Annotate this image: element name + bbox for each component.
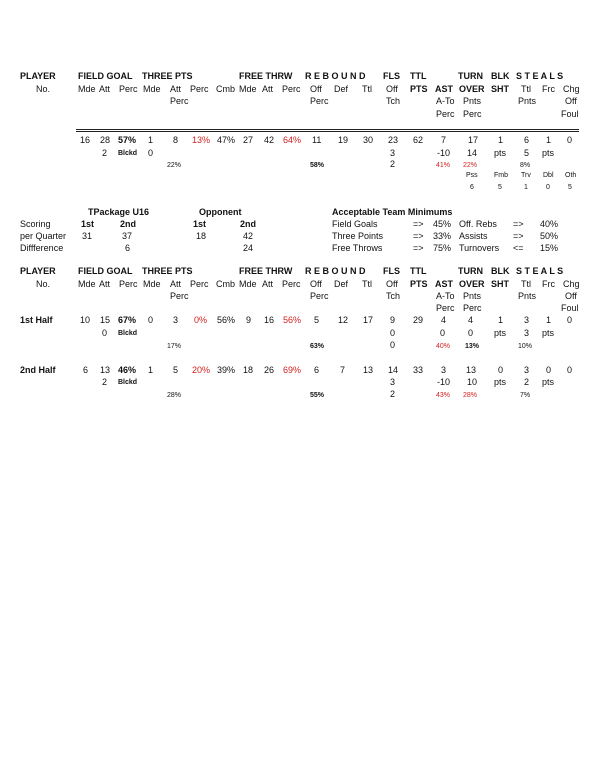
half-reb-off: 5 — [314, 315, 320, 325]
hdr-steals: S T E A L S — [516, 71, 564, 81]
hdr-fg-perc: Perc — [119, 279, 138, 289]
minimum-value2: 15% — [540, 243, 559, 253]
totals-tp-mde: 1 — [148, 135, 154, 145]
hdr-chg: Chg — [563, 279, 580, 289]
half-reb-off: 6 — [314, 365, 320, 375]
half-ft-att: 16 — [264, 315, 275, 325]
half-reb-ttl: 17 — [363, 315, 374, 325]
minimum-value: 33% — [433, 231, 452, 241]
totals-ato: -10 — [437, 148, 451, 158]
half-ft-perc: 56% — [283, 315, 302, 325]
hdr-chg: Chg — [563, 84, 580, 94]
half-ft-perc: 69% — [283, 365, 302, 375]
half-stl-pts: pts — [542, 328, 555, 338]
hdr-pts: PTS — [410, 279, 428, 289]
scoring-team-name: TPackage U16 — [88, 207, 150, 217]
half-tp-perc: 20% — [192, 365, 211, 375]
totals-stl-pnts: 5 — [524, 148, 530, 158]
totals-chg: 0 — [567, 135, 573, 145]
hdr-ast-perc: Perc — [436, 109, 455, 119]
half-chg: 0 — [567, 315, 573, 325]
hdr-over-pnts: Pnts — [463, 96, 482, 106]
totals-blkd: Blckd — [118, 150, 138, 157]
totals-fls3: 2 — [390, 159, 396, 169]
hdr-foul: Foul — [561, 109, 579, 119]
totals-fg-att: 28 — [100, 135, 111, 145]
half-ft-mde: 18 — [243, 365, 254, 375]
scoring-opp-q1: 18 — [196, 231, 207, 241]
hdr-fls-off: Off — [386, 84, 398, 94]
hdr-ft-mde: Mde — [239, 279, 257, 289]
totals-ft-perc: 64% — [283, 135, 302, 145]
half-label: 2nd Half — [20, 365, 56, 375]
totals-tp-att: 8 — [173, 135, 179, 145]
totals-stl-pts: pts — [542, 148, 555, 158]
steal-val-trv: 1 — [524, 184, 528, 191]
hdr-ast-perc: Perc — [436, 303, 455, 313]
half-blkd: Blckd — [118, 379, 138, 386]
hdr-ft-mde: Mde — [239, 84, 257, 94]
totals-att-perc: 22% — [167, 162, 182, 169]
half-ft-att: 26 — [264, 365, 275, 375]
hdr-tp-mde: Mde — [143, 279, 161, 289]
hdr-over-perc: Perc — [463, 109, 482, 119]
hdr-stl-ttl: Ttl — [521, 84, 531, 94]
hdr-off2: Off — [565, 291, 577, 301]
hdr-pts: PTS — [410, 84, 428, 94]
half-fls2: 0 — [390, 328, 396, 338]
totals-blk: 1 — [498, 135, 504, 145]
totals-over-pnts: 14 — [467, 148, 478, 158]
scoring-opp-2nd: 2nd — [240, 219, 257, 229]
hdr-player: PLAYER — [20, 266, 56, 276]
hdr-cmb: Cmb — [216, 84, 236, 94]
hdr-ttl: TTL — [410, 266, 427, 276]
half-ato: -10 — [437, 377, 451, 387]
hdr-over: OVER — [459, 279, 485, 289]
half-reb-def: 12 — [338, 315, 349, 325]
totals-fg-mde: 16 — [80, 135, 91, 145]
hdr-rebound: R E B O U N D — [305, 266, 366, 276]
half-fg-mde: 6 — [83, 365, 89, 375]
hdr-tp-mde: Mde — [143, 84, 161, 94]
scoring-team-diff: 6 — [125, 243, 131, 253]
steal-type-dbl: Dbl — [543, 172, 554, 179]
scoring-opp-q2: 42 — [243, 231, 254, 241]
minimum-arrow: => — [413, 243, 424, 253]
half-blk-pts: pts — [494, 328, 507, 338]
scoring-team-q2: 37 — [122, 231, 133, 241]
half-pts: 33 — [413, 365, 424, 375]
half-over-pnts: 0 — [468, 328, 474, 338]
hdr-no: No. — [36, 279, 51, 289]
totals-over-perc: 22% — [463, 162, 478, 169]
scoring-label: Diffference — [20, 243, 64, 253]
hdr-free-thrw: FREE THRW — [239, 71, 293, 81]
half-fg-att: 13 — [100, 365, 111, 375]
totals-ast-perc: 41% — [436, 162, 451, 169]
half-stl-pts: pts — [542, 377, 555, 387]
steal-val-oth: 5 — [568, 184, 572, 191]
hdr-three-pts: THREE PTS — [142, 266, 193, 276]
half-fg-mde: 10 — [80, 315, 91, 325]
half-ast-perc: 43% — [436, 392, 451, 399]
minimum-arrow2: => — [513, 219, 524, 229]
half-chg: 0 — [567, 365, 573, 375]
hdr-tch: Tch — [386, 96, 401, 106]
totals-ft-att: 42 — [264, 135, 275, 145]
totals-stl-ttl: 6 — [524, 135, 530, 145]
minimum-label2: Off. Rebs — [459, 219, 497, 229]
hdr-field-goal: FIELD GOAL — [78, 71, 133, 81]
hdr-blk: BLK — [491, 71, 510, 81]
minimum-value2: 40% — [540, 219, 559, 229]
hdr-stl-ttl: Ttl — [521, 279, 531, 289]
steal-val-dbl: 0 — [546, 184, 550, 191]
totals-ft-mde: 27 — [243, 135, 254, 145]
hdr-tp-perc: Perc — [190, 279, 209, 289]
scoring-opp-1st: 1st — [193, 219, 207, 229]
hdr-field-goal: FIELD GOAL — [78, 266, 133, 276]
half-fls2: 3 — [390, 377, 396, 387]
hdr-off-perc: Perc — [310, 291, 329, 301]
hdr-fls-off: Off — [386, 279, 398, 289]
minimum-label: Free Throws — [332, 243, 383, 253]
half-blkd-num: 0 — [102, 328, 108, 338]
hdr-reb-off: Off — [310, 84, 322, 94]
totals-pts: 62 — [413, 135, 424, 145]
hdr-turn: TURN — [458, 71, 483, 81]
totals-reb-def: 19 — [338, 135, 349, 145]
half-fls-off: 14 — [388, 365, 399, 375]
totals-fg-perc: 57% — [118, 135, 137, 145]
hdr-ft-perc: Perc — [282, 84, 301, 94]
hdr-off2: Off — [565, 96, 577, 106]
totals-tp-perc: 13% — [192, 135, 211, 145]
hdr-ft-att: Att — [262, 279, 274, 289]
half-ato: 0 — [440, 328, 446, 338]
hdr-turn: TURN — [458, 266, 483, 276]
minimum-value2: 50% — [540, 231, 559, 241]
half-fls3: 2 — [390, 389, 396, 399]
hdr-over: OVER — [459, 84, 485, 94]
minimum-value: 75% — [433, 243, 452, 253]
hdr-reb-ttl: Ttl — [362, 84, 372, 94]
totals-reb-ttl: 30 — [363, 135, 374, 145]
hdr-tp-att: Att — [170, 279, 182, 289]
hdr-fg-att: Att — [99, 84, 111, 94]
hdr-three-pts: THREE PTS — [142, 71, 193, 81]
half-tp-att: 3 — [173, 315, 179, 325]
half-tp-mde: 1 — [148, 365, 154, 375]
half-stl-ttl: 3 — [524, 315, 530, 325]
hdr-ato: A-To — [436, 96, 455, 106]
half-blkd-num: 2 — [102, 377, 108, 387]
half-fg-perc: 46% — [118, 365, 137, 375]
half-ft-mde: 9 — [246, 315, 252, 325]
half-stl-pnts: 3 — [524, 328, 530, 338]
hdr-att-perc: Perc — [170, 96, 189, 106]
half-ast-perc: 40% — [436, 343, 451, 350]
hdr-reb-def: Def — [334, 84, 349, 94]
totals-stl-perc: 8% — [520, 162, 531, 169]
steal-val-fmb: 5 — [498, 184, 502, 191]
hdr-tp-perc: Perc — [190, 84, 209, 94]
hdr-fls: FLS — [383, 266, 400, 276]
minimums-title: Acceptable Team Minimums — [332, 207, 453, 217]
totals-fls-off: 23 — [388, 135, 399, 145]
hdr-steals: S T E A L S — [516, 266, 564, 276]
hdr-fg-mde: Mde — [78, 279, 96, 289]
totals-blkd-num: 2 — [102, 148, 108, 158]
half-reb-ttl: 13 — [363, 365, 374, 375]
totals-tp-mde2: 0 — [148, 148, 154, 158]
hdr-cmb: Cmb — [216, 279, 236, 289]
half-blkd: Blckd — [118, 330, 138, 337]
hdr-blk: BLK — [491, 266, 510, 276]
hdr-no: No. — [36, 84, 51, 94]
hdr-foul: Foul — [561, 303, 579, 313]
half-over-perc: 28% — [463, 392, 478, 399]
hdr-ato: A-To — [436, 291, 455, 301]
hdr-stl-pnts: Pnts — [518, 96, 537, 106]
half-off-perc: 55% — [310, 392, 325, 399]
half-fls-off: 9 — [390, 315, 396, 325]
hdr-fg-perc: Perc — [119, 84, 138, 94]
hdr-player: PLAYER — [20, 71, 56, 81]
half-reb-def: 7 — [340, 365, 346, 375]
half-off-perc: 63% — [310, 343, 325, 350]
hdr-tch: Tch — [386, 291, 401, 301]
half-stl-perc: 10% — [518, 343, 533, 350]
half-blk: 1 — [498, 315, 504, 325]
half-over-pnts: 10 — [467, 377, 478, 387]
totals-frc: 1 — [546, 135, 552, 145]
minimum-arrow2: <= — [513, 243, 524, 253]
minimum-label: Field Goals — [332, 219, 378, 229]
minimum-label: Three Points — [332, 231, 384, 241]
half-stl-pnts: 2 — [524, 377, 530, 387]
half-ast: 4 — [441, 315, 447, 325]
hdr-reb-def: Def — [334, 279, 349, 289]
hdr-fg-mde: Mde — [78, 84, 96, 94]
hdr-off-perc: Perc — [310, 96, 329, 106]
minimum-value: 45% — [433, 219, 452, 229]
half-over: 4 — [468, 315, 474, 325]
hdr-over-perc: Perc — [463, 303, 482, 313]
hdr-reb-ttl: Ttl — [362, 279, 372, 289]
half-stl-ttl: 3 — [524, 365, 530, 375]
minimum-label2: Turnovers — [459, 243, 500, 253]
half-cmb: 39% — [217, 365, 236, 375]
scoring-opponent-name: Opponent — [199, 207, 242, 217]
steal-type-trv: Trv — [521, 172, 531, 179]
totals-fls2: 3 — [390, 148, 396, 158]
half-tp-perc: 0% — [194, 315, 208, 325]
hdr-att-perc: Perc — [170, 291, 189, 301]
half-tp-att: 5 — [173, 365, 179, 375]
hdr-ft-perc: Perc — [282, 279, 301, 289]
half-cmb: 56% — [217, 315, 236, 325]
hdr-ttl: TTL — [410, 71, 427, 81]
hdr-reb-off: Off — [310, 279, 322, 289]
half-pts: 29 — [413, 315, 424, 325]
minimum-label2: Assists — [459, 231, 488, 241]
hdr-over-pnts: Pnts — [463, 291, 482, 301]
totals-off-perc: 58% — [310, 162, 325, 169]
hdr-rebound: R E B O U N D — [305, 71, 366, 81]
hdr-sht: SHT — [491, 279, 509, 289]
half-att-perc: 28% — [167, 392, 182, 399]
hdr-tp-att: Att — [170, 84, 182, 94]
divider-line — [76, 131, 579, 132]
minimum-arrow: => — [413, 219, 424, 229]
hdr-fg-att: Att — [99, 279, 111, 289]
hdr-sht: SHT — [491, 84, 509, 94]
scoring-label: per Quarter — [20, 231, 67, 241]
half-att-perc: 17% — [167, 343, 182, 350]
hdr-ft-att: Att — [262, 84, 274, 94]
divider-line — [76, 129, 579, 130]
half-frc: 1 — [546, 315, 552, 325]
half-label: 1st Half — [20, 315, 53, 325]
totals-reb-off: 11 — [312, 135, 322, 145]
hdr-frc: Frc — [542, 84, 555, 94]
half-tp-mde: 0 — [148, 315, 154, 325]
steal-type-fmb: Fmb — [494, 172, 508, 179]
steal-val-pss: 6 — [470, 184, 474, 191]
hdr-frc: Frc — [542, 279, 555, 289]
half-ast: 3 — [441, 365, 447, 375]
totals-blk-pts: pts — [494, 148, 507, 158]
totals-over: 17 — [468, 135, 479, 145]
scoring-label: Scoring — [20, 219, 51, 229]
half-stl-perc: 7% — [520, 392, 531, 399]
hdr-free-thrw: FREE THRW — [239, 266, 293, 276]
minimum-arrow2: => — [513, 231, 524, 241]
totals-ast: 7 — [441, 135, 447, 145]
half-blk-pts: pts — [494, 377, 507, 387]
half-over: 13 — [466, 365, 477, 375]
half-fls3: 0 — [390, 340, 396, 350]
minimum-arrow: => — [413, 231, 424, 241]
steal-type-oth: Oth — [565, 172, 577, 179]
half-blk: 0 — [498, 365, 504, 375]
hdr-fls: FLS — [383, 71, 400, 81]
scoring-team-2nd: 2nd — [120, 219, 137, 229]
scoring-team-1st: 1st — [81, 219, 95, 229]
steal-type-pss: Pss — [466, 172, 478, 179]
half-fg-perc: 67% — [118, 315, 137, 325]
scoring-opp-diff: 24 — [243, 243, 254, 253]
scoring-team-q1: 31 — [82, 231, 93, 241]
hdr-stl-pnts: Pnts — [518, 291, 537, 301]
half-fg-att: 15 — [100, 315, 111, 325]
hdr-ast: AST — [435, 84, 453, 94]
half-frc: 0 — [546, 365, 552, 375]
hdr-ast: AST — [435, 279, 453, 289]
half-over-perc: 13% — [465, 343, 480, 350]
totals-cmb: 47% — [217, 135, 236, 145]
